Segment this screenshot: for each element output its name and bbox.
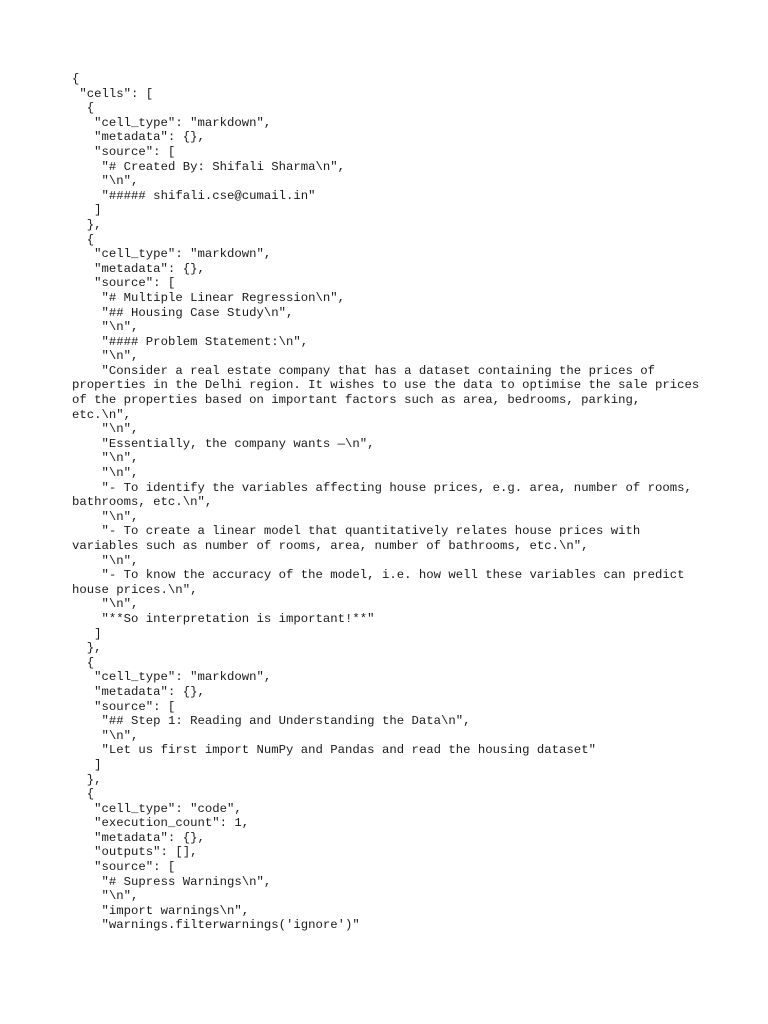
text-line: "source": [ <box>72 276 176 291</box>
text-line: }, <box>72 641 102 656</box>
text-line: "\n", <box>72 466 139 481</box>
text-line: "- To identify the variables affecting house prices, e.g. area, number of rooms, bathrooms, etc.\n", <box>72 480 700 510</box>
text-line: "cell_type": "code", <box>72 801 242 816</box>
text-line: "Let us first import NumPy and Pandas and read the housing dataset" <box>72 743 596 758</box>
text-line: "# Multiple Linear Regression\n", <box>72 290 346 305</box>
text-line: "\n", <box>72 320 139 335</box>
text-line: "Consider a real estate company that has a dataset containing the prices of properties in the Delhi region. It wishes to use the data to optimise the sale prices of the properties based on important factors such as area, bedrooms, parking, etc.\n", <box>72 363 707 422</box>
text-line: "## Housing Case Study\n", <box>72 305 294 320</box>
text-line: "- To create a linear model that quantitatively relates house prices with variables such as number of rooms, area, number of bathrooms, etc.\n", <box>72 524 648 553</box>
notebook-json-text <box>72 72 707 933</box>
text-line: { <box>72 72 80 86</box>
text-line: "\n", <box>72 174 139 189</box>
text-line: "metadata": {}, <box>72 261 205 276</box>
text-line: { <box>72 655 95 670</box>
text-line: "source": [ <box>72 699 176 714</box>
text-line: "metadata": {}, <box>72 684 205 699</box>
text-line: { <box>72 101 95 116</box>
text-line: "cells": [ <box>72 86 154 101</box>
text-line: "import warnings\n", <box>72 903 250 918</box>
text-line: { <box>72 232 95 247</box>
text-line: "# Created By: Shifali Sharma\n", <box>72 159 346 174</box>
text-line: "warnings.filterwarnings('ignore')" <box>72 918 360 933</box>
text-line: "cell_type": "markdown", <box>72 670 272 685</box>
text-line: "metadata": {}, <box>72 130 205 145</box>
text-line: "**So interpretation is important!**" <box>72 611 375 626</box>
text-line: "execution_count": 1, <box>72 816 250 831</box>
text-line: "cell_type": "markdown", <box>72 115 272 130</box>
text-line: "source": [ <box>72 144 176 159</box>
text-line: "\n", <box>72 553 139 568</box>
text-line: "\n", <box>72 597 139 612</box>
text-line: ] <box>72 757 102 772</box>
text-line: "- To know the accuracy of the model, i.e. how well these variables can predict house prices.\n", <box>72 568 692 597</box>
text-line: { <box>72 787 95 802</box>
text-line: "\n", <box>72 422 139 437</box>
text-line: "Essentially, the company wants —\n", <box>72 436 375 451</box>
text-line: "metadata": {}, <box>72 830 205 845</box>
text-line: "\n", <box>72 889 139 904</box>
text-line: "\n", <box>72 349 139 364</box>
text-line: "\n", <box>72 451 139 466</box>
text-line: }, <box>72 217 102 232</box>
text-line: "##### shifali.cse@cumail.in" <box>72 188 316 203</box>
text-line: "cell_type": "markdown", <box>72 247 272 262</box>
text-line: "\n", <box>72 509 139 524</box>
text-line: "# Supress Warnings\n", <box>72 874 272 889</box>
text-line: "#### Problem Statement:\n", <box>72 334 309 349</box>
text-line: }, <box>72 772 102 787</box>
text-line: "source": [ <box>72 860 176 875</box>
text-line: ] <box>72 203 102 218</box>
text-line: "## Step 1: Reading and Understanding the Data\n", <box>72 714 471 729</box>
text-line: "outputs": [], <box>72 845 198 860</box>
text-line: "\n", <box>72 728 139 743</box>
text-line: ] <box>72 626 102 641</box>
